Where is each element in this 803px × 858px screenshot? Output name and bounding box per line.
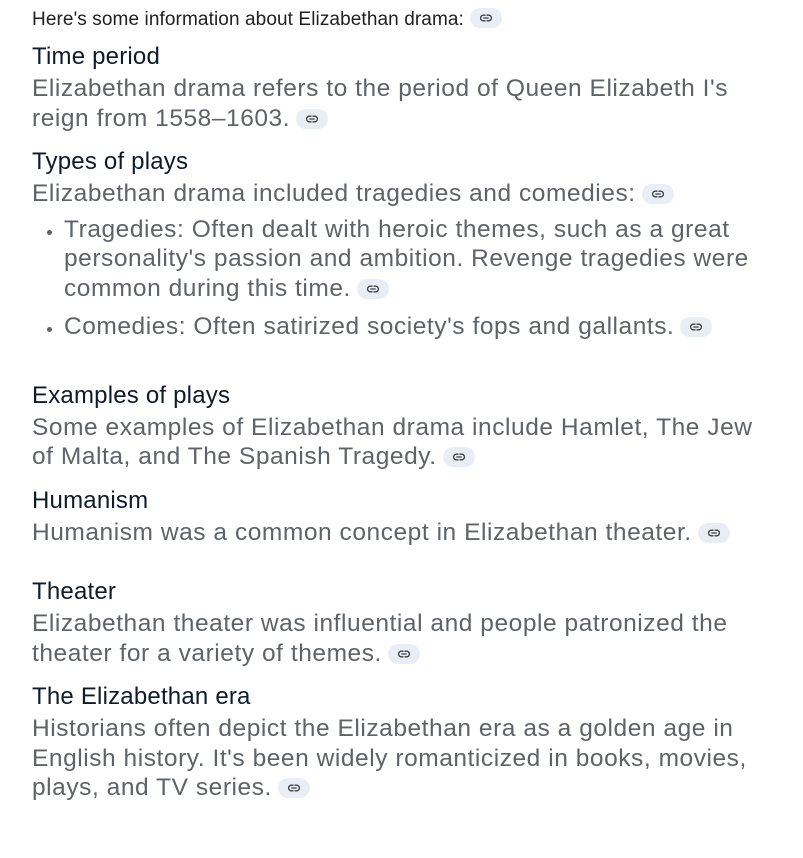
link-icon [652, 189, 664, 199]
section-text-label: Elizabethan theater was influential and people patronized the theater for a variety of themes. [32, 610, 728, 667]
section-theater [32, 577, 771, 668]
section-text-label: Elizabethan drama refers to the period of Queen Elizabeth I's reign from 1558–1603. [32, 75, 729, 132]
link-icon [708, 528, 720, 538]
bullet-list [32, 215, 771, 342]
section-time-period [32, 42, 771, 133]
source-link-chip[interactable] [357, 279, 389, 299]
section-text [32, 413, 771, 472]
section-heading: Types of plays [32, 148, 189, 175]
link-icon [288, 783, 300, 793]
source-link-chip[interactable] [680, 317, 712, 337]
section-types-of-plays [32, 147, 771, 342]
source-link-chip[interactable] [470, 8, 502, 28]
list-item-text: Tragedies: Often dealt with heroic themes, such as a great personality's passion and ambition. Revenge tragedies were common during this time. [64, 215, 749, 302]
intro-text [32, 8, 771, 32]
link-icon [690, 322, 702, 332]
section-humanism [32, 486, 771, 548]
list-item-text: Comedies: Often satirized society's fops and gallants. [64, 313, 675, 340]
link-icon [306, 114, 318, 124]
section-heading: Theater [32, 578, 117, 605]
source-link-chip[interactable] [388, 644, 420, 664]
section-heading: The Elizabethan era [32, 683, 251, 710]
section-text-label: Historians often depict the Elizabethan era as a golden age in English history. It's been widely romanticized in books, movies, plays, and TV series. [32, 715, 747, 801]
section-text-label: Some examples of Elizabethan drama include Hamlet, The Jew of Malta, and The Spanish Tragedy. [32, 413, 753, 470]
source-link-chip[interactable] [278, 778, 310, 798]
section-text-label: Humanism was a common concept in Elizabethan theater. [32, 518, 692, 546]
section-heading: Humanism [32, 486, 149, 514]
section-text [32, 179, 771, 209]
link-icon [480, 13, 492, 23]
section-text [32, 609, 771, 668]
source-link-chip[interactable] [296, 109, 328, 129]
link-icon [398, 649, 410, 659]
intro-label: Here's some information about Elizabethan drama: [32, 9, 464, 30]
link-icon [453, 452, 465, 462]
source-link-chip[interactable] [698, 523, 730, 543]
section-text-label: Elizabethan drama included tragedies and comedies: [32, 180, 636, 207]
link-icon [367, 284, 379, 294]
section-heading: Time period [32, 43, 161, 70]
section-examples-of-plays [32, 381, 771, 472]
section-text [32, 714, 771, 803]
list-item [64, 312, 771, 342]
list-item [64, 215, 771, 304]
source-link-chip[interactable] [443, 447, 475, 467]
section-heading: Examples of plays [32, 381, 231, 409]
section-elizabethan-era [32, 682, 771, 803]
source-link-chip[interactable] [642, 184, 674, 204]
section-text [32, 74, 771, 133]
section-text [32, 518, 771, 548]
